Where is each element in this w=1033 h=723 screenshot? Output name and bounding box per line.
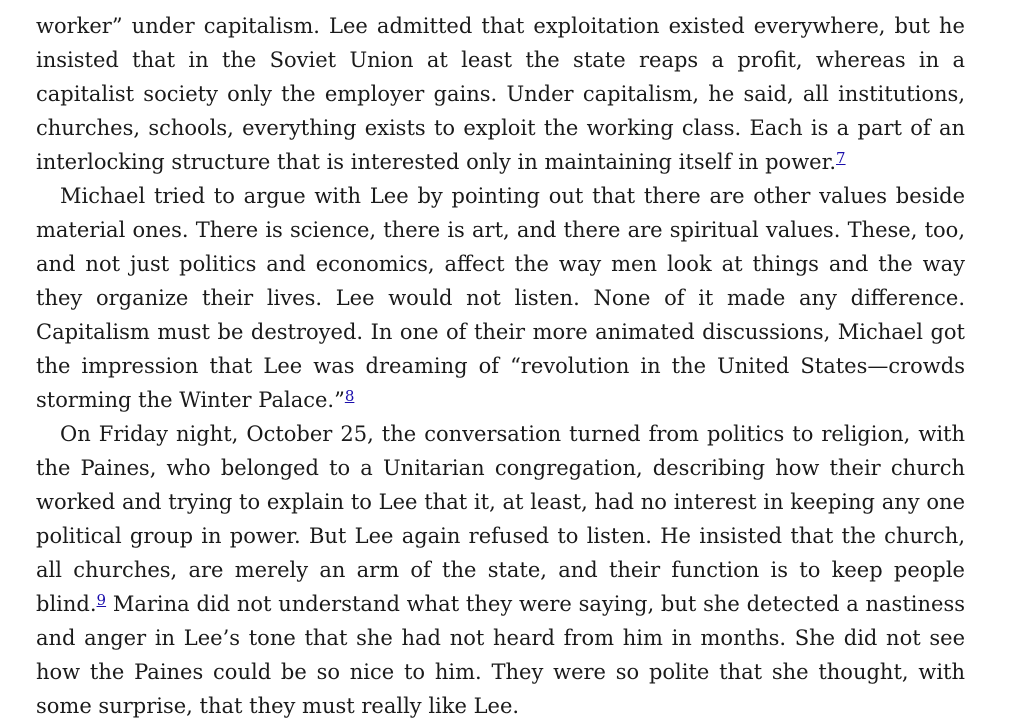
footnote-link-9[interactable]: 9	[96, 591, 107, 609]
paragraph-text-continued: Marina did not understand what they were saying, but she detected a nastiness and anger in Lee’s tone that she had not heard from him in months. She did not see how the Paines could be so nice to him. They were so polite that she thought, with some surprise, that they must really like Lee.	[36, 592, 965, 718]
footnote-link-7[interactable]: 7	[836, 149, 846, 167]
paragraph-2	[36, 179, 965, 417]
paragraph-1	[36, 9, 965, 179]
footnote-link-8[interactable]: 8	[344, 387, 355, 405]
paragraph-text: On Friday night, October 25, the conversation turned from politics to religion, with the Paines, who belonged to a Unitarian congregation, describing how their church worked and trying to explain to Lee that it, at least, had no interest in keeping any one political group in power. But Lee again refused to listen. He insisted that the church, all churches, are merely an arm of the state, and their function is to keep people blind.	[36, 422, 965, 616]
paragraph-text: Michael tried to argue with Lee by pointing out that there are other values beside material ones. There is science, there is art, and there are spiritual values. These, too, and not just politics and economics, affect the way men look at things and the way they organize their lives. Lee would not listen. None of it made any difference. Capitalism must be destroyed. In one of their more animated discussions, Michael got the impression that Lee was dreaming of “revolution in the United States—crowds storming the Winter Palace.”	[36, 184, 965, 412]
paragraph-text: worker” under capitalism. Lee admitted that exploitation existed everywhere, but he insisted that in the Soviet Union at least the state reaps a profit, whereas in a capitalist society only the employer gains. Under capitalism, he said, all institutions, churches, schools, everything exists to exploit the working class. Each is a part of an interlocking structure that is interested only in maintaining itself in power.	[36, 14, 965, 174]
paragraph-3	[36, 417, 965, 723]
